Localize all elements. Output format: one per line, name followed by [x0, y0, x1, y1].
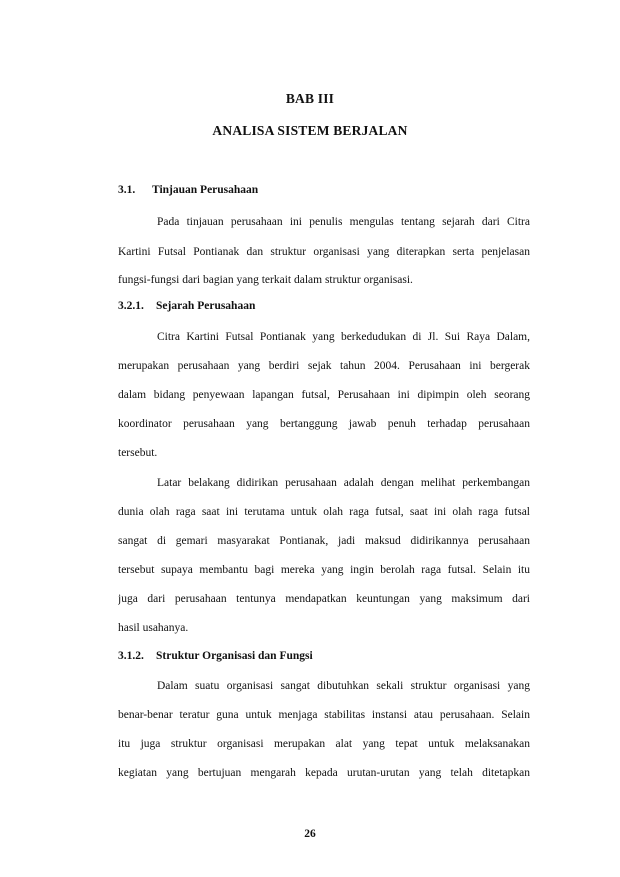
- paragraph-line: hasil usahanya.: [118, 622, 189, 634]
- paragraph-line: sangat di gemari masyarakat Pontianak, jadi maksud didirikannya perusahaan: [118, 535, 530, 547]
- section-number: 3.2.1.: [118, 300, 144, 312]
- paragraph-line: tersebut supaya membantu bagi mereka yang ingin berolah raga futsal. Selain itu: [118, 564, 530, 576]
- section-number: 3.1.2.: [118, 650, 144, 662]
- section-title: Sejarah Perusahaan: [156, 300, 256, 312]
- paragraph-line: fungsi-fungsi dari bagian yang terkait dalam struktur organisasi.: [118, 274, 413, 286]
- section-heading-3-1: [118, 184, 259, 196]
- section-title: Tinjauan Perusahaan: [152, 184, 259, 196]
- chapter-number: BAB III: [285, 91, 335, 106]
- paragraph-line: koordinator perusahaan yang bertanggung jawab penuh terhadap perusahaan: [118, 418, 530, 430]
- section-heading-3-2-1: [118, 300, 256, 312]
- paragraph-line: Dalam suatu organisasi sangat dibutuhkan sekali struktur organisasi yang: [157, 680, 530, 692]
- section-number: 3.1.: [118, 184, 136, 196]
- chapter-title: ANALISA SISTEM BERJALAN: [212, 123, 408, 138]
- paragraph-line: Kartini Futsal Pontianak dan struktur organisasi yang diterapkan serta penjelasan: [118, 246, 530, 258]
- paragraph-line: Citra Kartini Futsal Pontianak yang berkedudukan di Jl. Sui Raya Dalam,: [157, 331, 530, 343]
- paragraph-line: juga dari perusahaan tentunya mendapatkan keuntungan yang maksimum dari: [118, 593, 530, 605]
- paragraph-line: itu juga struktur organisasi merupakan alat yang tepat untuk melaksanakan: [118, 738, 530, 750]
- section-heading-3-1-2: [118, 650, 313, 662]
- paragraph-line: Latar belakang didirikan perusahaan adalah dengan melihat perkembangan: [157, 477, 530, 489]
- page-number: 26: [304, 828, 316, 840]
- paragraph-line: merupakan perusahaan yang berdiri sejak tahun 2004. Perusahaan ini bergerak: [118, 360, 530, 372]
- paragraph-line: benar-benar teratur guna untuk menjaga stabilitas instansi atau perusahaan. Selain: [118, 709, 530, 721]
- paragraph-line: tersebut.: [118, 447, 158, 459]
- paragraph-line: dalam bidang penyewaan lapangan futsal, Perusahaan ini dipimpin oleh seorang: [118, 389, 530, 401]
- paragraph-line: Pada tinjauan perusahaan ini penulis mengulas tentang sejarah dari Citra: [157, 216, 530, 228]
- paragraph-line: dunia olah raga saat ini terutama untuk olah raga futsal, saat ini olah raga futsal: [118, 506, 530, 518]
- paragraph-line: kegiatan yang bertujuan mengarah kepada urutan-urutan yang telah ditetapkan: [118, 767, 530, 779]
- section-title: Struktur Organisasi dan Fungsi: [156, 650, 313, 662]
